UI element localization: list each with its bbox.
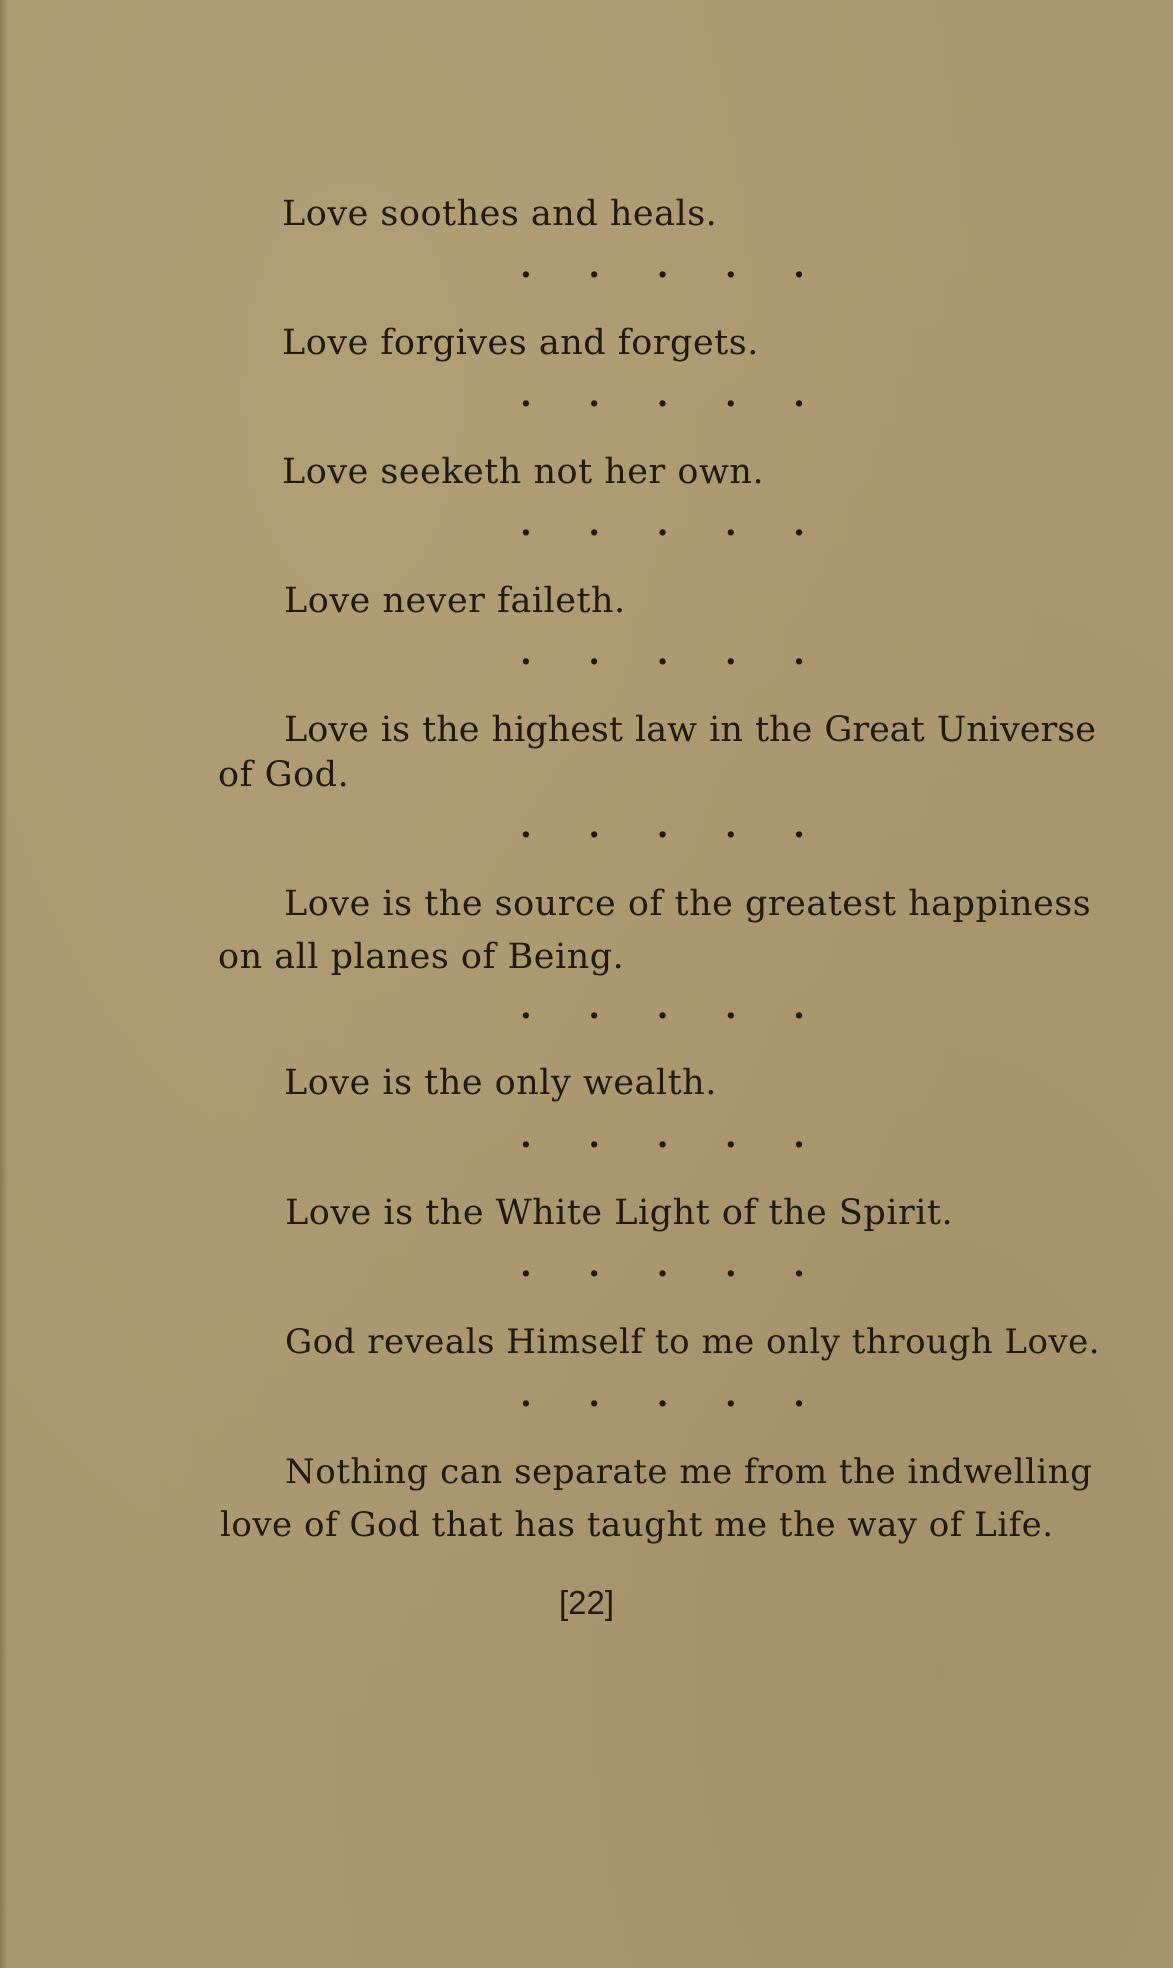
separator-dots-9: . . . . . <box>520 1375 805 1415</box>
text-line-12: Nothing can separate me from the indwelling <box>285 1452 1093 1492</box>
text-line-5: Love is the highest law in the Great Universe <box>284 710 1096 750</box>
separator-dots-3: . . . . . <box>520 504 805 544</box>
text-line-13: love of God that has taught me the way of Life. <box>220 1505 1054 1545</box>
text-line-10: Love is the White Light of the Spirit. <box>285 1193 954 1233</box>
separator-dots-4: . . . . . <box>520 633 805 673</box>
text-line-8: on all planes of Being. <box>218 937 625 977</box>
separator-dots-1: . . . . . <box>520 246 805 286</box>
separator-dots-7: . . . . . <box>520 1116 805 1156</box>
separator-dots-8: . . . . . <box>520 1245 805 1285</box>
separator-dots-2: . . . . . <box>520 375 805 415</box>
text-line-6: of God. <box>218 755 350 795</box>
text-line-9: Love is the only wealth. <box>284 1063 717 1103</box>
text-line-7: Love is the source of the greatest happiness <box>284 884 1092 924</box>
page-number: [22] <box>558 1584 615 1621</box>
text-line-1: Love soothes and heals. <box>282 194 718 234</box>
separator-dots-5: . . . . . <box>520 806 805 846</box>
text-line-4: Love never faileth. <box>284 581 626 621</box>
text-line-11: God reveals Himself to me only through Love. <box>285 1322 1101 1362</box>
text-line-3: Love seeketh not her own. <box>282 452 765 492</box>
text-line-2: Love forgives and forgets. <box>282 323 759 363</box>
separator-dots-6: . . . . . <box>520 987 805 1027</box>
page-edge-shadow <box>0 0 8 1968</box>
